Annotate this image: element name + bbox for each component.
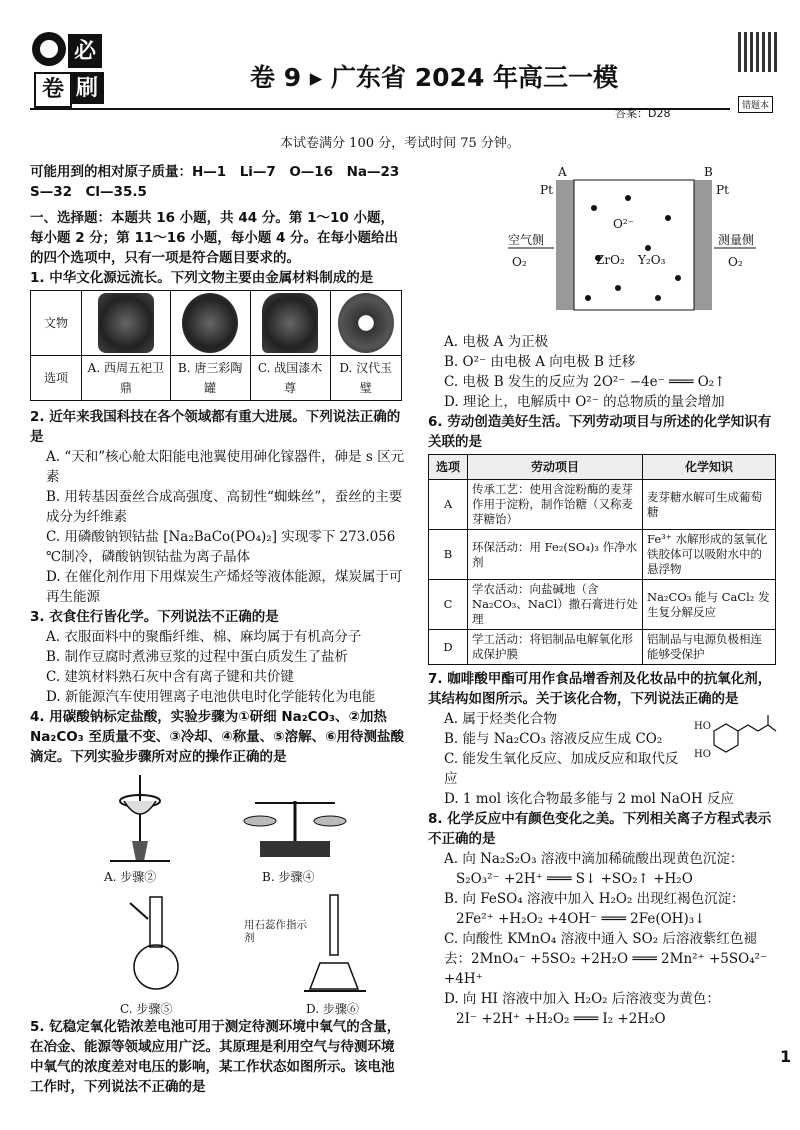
q2-option-c[interactable]: C. 用磷酸钠钡钴盐 [Na₂BaCo(PO₄)₂] 实现零下 273.056 ℃制冷，磷酸钠钡钴盐为离子晶体 bbox=[46, 529, 396, 565]
table-row[interactable] bbox=[429, 630, 776, 665]
question-7-stem: 7. 咖啡酸甲酯可用作食品增香剂及化妆品中的抗氧化剂，其结构如图所示。关于该化合物，下列说法正确的是 bbox=[428, 671, 772, 707]
question-6-stem: 6. 劳动创造美好生活。下列劳动项目与所述的化学知识有关联的是 bbox=[428, 414, 772, 450]
q7-option-d[interactable]: D. 1 mol 该化合物最多能与 2 mol NaOH 反应 bbox=[444, 791, 735, 807]
logo-char-left: 卷 bbox=[34, 72, 72, 108]
fuel-cell-figure bbox=[428, 162, 778, 332]
q5-option-c[interactable]: C. 电极 B 发生的反应为 2O²⁻ −4e⁻ ═══ O₂↑ bbox=[444, 374, 726, 390]
atomic-masses-2: S—32 Cl—35.5 bbox=[30, 184, 147, 200]
row-a-project: 传承工艺：使用含淀粉酶的麦芽作用于淀粉，制作饴糖（又称麦芽糖饴） bbox=[468, 480, 643, 530]
col-project: 劳动项目 bbox=[468, 455, 643, 480]
heating-apparatus-icon bbox=[100, 771, 180, 863]
row-a-option: A bbox=[429, 480, 468, 530]
figure-b-caption[interactable]: B. 步骤④ bbox=[262, 870, 315, 884]
artifact-image-a bbox=[82, 291, 171, 356]
row-b-knowledge: Fe³⁺ 水解形成的氢氧化铁胶体可以吸附水中的悬浮物 bbox=[643, 530, 776, 580]
ho-label-1: HO bbox=[694, 721, 711, 732]
labor-table-header bbox=[429, 455, 776, 480]
row-d-knowledge: 铝制品与电源负极相连能够受保护 bbox=[643, 630, 776, 665]
lab-figures bbox=[30, 767, 405, 1017]
left-column bbox=[30, 162, 405, 1097]
air-o2-label: O₂ bbox=[512, 255, 527, 269]
q3-option-b[interactable]: B. 制作豆腐时煮沸豆浆的过程中蛋白质发生了盐析 bbox=[46, 649, 349, 665]
electrode-b-label: B bbox=[704, 165, 713, 179]
q5-option-b[interactable]: B. O²⁻ 由电极 A 向电极 B 迁移 bbox=[444, 354, 636, 370]
artifact-table bbox=[30, 290, 402, 401]
titration-setup-icon bbox=[300, 893, 370, 993]
question-1-stem: 1. 中华文化源远流长。下列文物主要由金属材料制成的是 bbox=[30, 270, 374, 286]
q3-option-c[interactable]: C. 建筑材料熟石灰中含有离子键和共价键 bbox=[46, 669, 294, 685]
balance-scale-icon bbox=[240, 781, 350, 861]
question-2-stem: 2. 近年来我国科技在各个领域都有重大进展。下列说法正确的是 bbox=[30, 409, 401, 445]
q8-option-b-eq: 2Fe²⁺ +H₂O₂ +4OH⁻ ═══ 2Fe(OH)₃↓ bbox=[456, 911, 706, 927]
measure-o2-label: O₂ bbox=[728, 255, 743, 269]
q7-option-a[interactable]: A. 属于烃类化合物 bbox=[444, 711, 557, 727]
logo-char-top: 必 bbox=[68, 34, 102, 68]
option-row-label: 选项 bbox=[31, 356, 82, 401]
pottery-jar-image bbox=[182, 293, 238, 353]
artifact-row-label: 文物 bbox=[31, 291, 82, 356]
table-row[interactable] bbox=[429, 480, 776, 530]
artifact-image-c bbox=[250, 291, 330, 356]
q8-option-a[interactable]: A. 向 Na₂S₂O₃ 溶液中滴加稀硫酸出现黄色沉淀： bbox=[444, 851, 744, 867]
q2-option-a[interactable]: A. “天和”核心舱太阳能电池翼使用砷化镓器件，砷是 s 区元素 bbox=[46, 449, 405, 485]
figure-d-caption[interactable]: D. 步骤⑥ bbox=[306, 1002, 359, 1016]
row-a-knowledge: 麦芽糖水解可生成葡萄糖 bbox=[643, 480, 776, 530]
page-title: 卷 9 ▸ 广东省 2024 年高三一模 bbox=[250, 63, 619, 92]
answer-ref: 答案：D28 bbox=[615, 107, 671, 120]
lacquer-zun-image bbox=[262, 293, 318, 353]
section-heading: 一、选择题：本题共 16 小题，共 44 分。第 1～10 小题，每小题 2 分；第 11～16 小题，每小题 4 分。在每小题给出的四个选项中，只有一项是符合题目要求的。 bbox=[30, 210, 399, 266]
artifact-image-d bbox=[330, 291, 401, 356]
question-3-stem: 3. 衣食住行皆化学。下列说法不正确的是 bbox=[30, 609, 279, 625]
y2o3-label: Y₂O₃ bbox=[638, 253, 666, 267]
q8-option-d-eq: 2I⁻ +2H⁺ +H₂O₂ ═══ I₂ +2H₂O bbox=[456, 1011, 666, 1027]
q7-option-b[interactable]: B. 能与 Na₂CO₃ 溶液反应生成 CO₂ bbox=[444, 731, 663, 747]
air-side-label: 空气侧 bbox=[508, 233, 545, 247]
indicator-label: 用石蕊作指示剂 bbox=[244, 919, 307, 944]
q7-option-c[interactable]: C. 能发生氧化反应、加成反应和取代反应 bbox=[444, 751, 679, 787]
brand-logo bbox=[32, 32, 110, 106]
question-4-stem: 4. 用碳酸钠标定盐酸，实验步骤为①研细 Na₂CO₃、②加热 Na₂CO₃ 至质量不变、③冷却、④称量、⑤溶解、⑥用待测盐酸滴定。下列实验步骤所对应的操作正确的是 bbox=[30, 709, 405, 765]
zro2-label: ZrO₂ bbox=[596, 253, 625, 267]
q1-option-d[interactable]: D. 汉代玉璧 bbox=[330, 356, 401, 401]
q1-option-b[interactable]: B. 唐三彩陶罐 bbox=[170, 356, 250, 401]
electrode-a-label: A bbox=[558, 165, 567, 179]
bronze-ding-image bbox=[98, 293, 154, 353]
exam-note: 本试卷满分 100 分，考试时间 75 分钟。 bbox=[280, 136, 520, 151]
right-column bbox=[428, 162, 778, 1029]
pt-left-label: Pt bbox=[540, 183, 553, 197]
table-row[interactable] bbox=[429, 580, 776, 630]
logo-circle-icon bbox=[32, 32, 66, 66]
row-d-project: 学工活动：将铝制品电解氧化形成保护膜 bbox=[468, 630, 643, 665]
q8-option-b[interactable]: B. 向 FeSO₄ 溶液中加入 H₂O₂ 出现红褐色沉淀： bbox=[444, 891, 745, 907]
ho-label-2: HO bbox=[694, 749, 711, 760]
q3-option-a[interactable]: A. 衣服面料中的聚酯纤维、棉、麻均属于有机高分子 bbox=[46, 629, 362, 645]
pt-right-label: Pt bbox=[716, 183, 729, 197]
row-c-knowledge: Na₂CO₃ 能与 CaCl₂ 发生复分解反应 bbox=[643, 580, 776, 630]
table-row[interactable] bbox=[429, 530, 776, 580]
artifact-image-b bbox=[170, 291, 250, 356]
q5-option-d[interactable]: D. 理论上，电解质中 O²⁻ 的总物质的量会增加 bbox=[444, 394, 725, 410]
row-b-option: B bbox=[429, 530, 468, 580]
labor-table bbox=[428, 454, 776, 665]
row-c-option: C bbox=[429, 580, 468, 630]
atomic-masses: 可能用到的相对原子质量：H—1 Li—7 O—16 Na—23 bbox=[30, 164, 400, 180]
q3-option-d[interactable]: D. 新能源汽车使用锂离子电池供电时化学能转化为电能 bbox=[46, 689, 376, 705]
page-number: 1 bbox=[780, 1047, 792, 1066]
volumetric-flask-icon bbox=[120, 893, 190, 993]
figure-c-caption[interactable]: C. 步骤⑤ bbox=[120, 1002, 173, 1016]
q8-option-c[interactable]: C. 向酸性 KMnO₄ 溶液中通入 SO₂ 后溶液紫红色褪去：2MnO₄⁻ +5SO₂ +2H₂O ═══ 2Mn²⁺ +5SO₄²⁻ +4H⁺ bbox=[444, 931, 768, 987]
col-option: 选项 bbox=[429, 455, 468, 480]
q8-option-d[interactable]: D. 向 HI 溶液中加入 H₂O₂ 后溶液变为黄色： bbox=[444, 991, 720, 1007]
q1-option-a[interactable]: A. 西周五祀卫鼎 bbox=[82, 356, 171, 401]
question-5-stem: 5. 钇稳定氧化锆浓差电池可用于测定待测环境中氧气的含量，在冶金、能源等领域应用广泛。其原理是利用空气与待测环境中氧气的浓度差对电压的影响，某工作状态如图所示。该电池工作时，下列说法不正确的是 bbox=[30, 1019, 401, 1095]
jade-bi-image bbox=[338, 293, 394, 353]
q7-options bbox=[428, 709, 778, 809]
row-b-project: 环保活动：用 Fe₂(SO₄)₃ 作净水剂 bbox=[468, 530, 643, 580]
o2-ion-label: O²⁻ bbox=[613, 217, 634, 231]
qr-label: 错题本 bbox=[738, 96, 773, 113]
col-knowledge: 化学知识 bbox=[643, 455, 776, 480]
q2-option-b[interactable]: B. 用转基因蚕丝合成高强度、高韧性“蜘蛛丝”，蚕丝的主要成分为纤维素 bbox=[46, 489, 403, 525]
q5-option-a[interactable]: A. 电极 A 为正极 bbox=[444, 334, 549, 350]
row-c-project: 学农活动：向盐碱地（含 Na₂CO₃、NaCl）撒石膏进行处理 bbox=[468, 580, 643, 630]
question-8-stem: 8. 化学反应中有颜色变化之美。下列相关离子方程式表示不正确的是 bbox=[428, 811, 772, 847]
measure-side-label: 测量侧 bbox=[718, 233, 755, 247]
q1-option-c[interactable]: C. 战国漆木尊 bbox=[250, 356, 330, 401]
q8-option-a-eq: S₂O₃²⁻ +2H⁺ ═══ S↓ +SO₂↑ +H₂O bbox=[456, 871, 693, 887]
figure-a-caption[interactable]: A. 步骤② bbox=[104, 870, 157, 884]
q2-option-d[interactable]: D. 在催化剂作用下用煤炭生产烯烃等液体能源，煤炭属于可再生能源 bbox=[46, 569, 403, 605]
qr-code-icon bbox=[738, 32, 778, 72]
logo-char-right: 刷 bbox=[70, 72, 104, 104]
row-d-option: D bbox=[429, 630, 468, 665]
